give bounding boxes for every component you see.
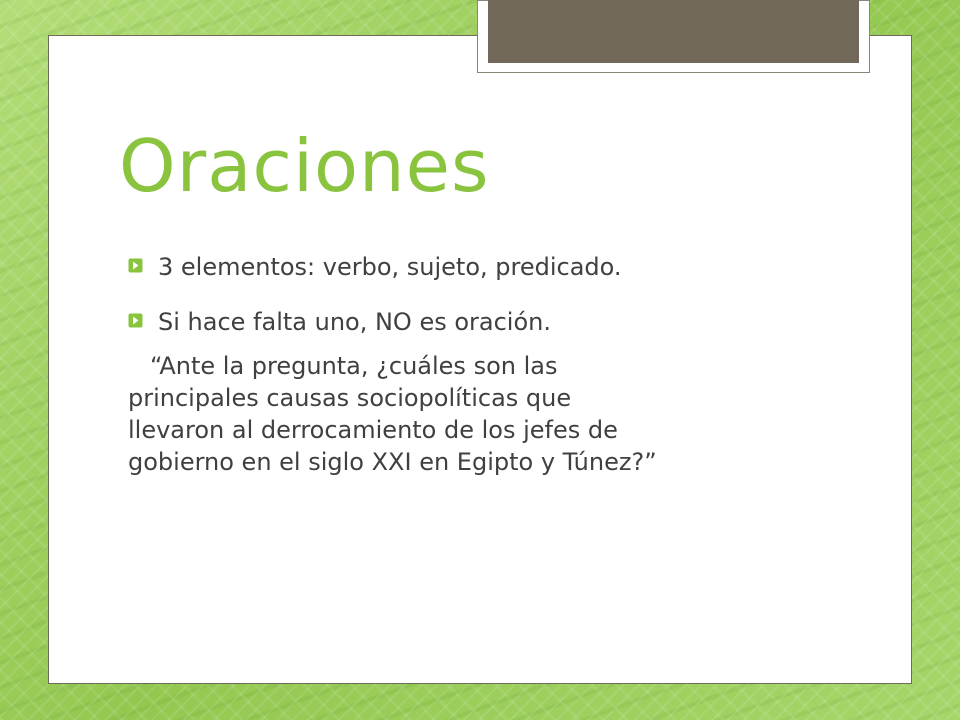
bullet-text: Si hace falta uno, NO es oración. <box>158 308 551 336</box>
quote-line: llevaron al derrocamiento de los jefes de <box>128 416 618 444</box>
slide-title: Oraciones <box>119 124 490 208</box>
quote-line: principales causas sociopolíticas que <box>128 384 572 412</box>
bullet-text: 3 elementos: verbo, sujeto, predicado. <box>158 253 622 281</box>
bullet-item <box>128 308 551 336</box>
decorative-top-block <box>488 0 859 63</box>
bullet-item <box>128 253 622 281</box>
quote-line: “Ante la pregunta, ¿cuáles son las <box>150 352 558 380</box>
box-arrow-bullet-icon <box>128 258 144 276</box>
box-arrow-bullet-icon <box>128 313 144 331</box>
quote-line: gobierno en el siglo XXI en Egipto y Túnez?” <box>128 448 657 476</box>
quote-paragraph <box>128 350 858 478</box>
